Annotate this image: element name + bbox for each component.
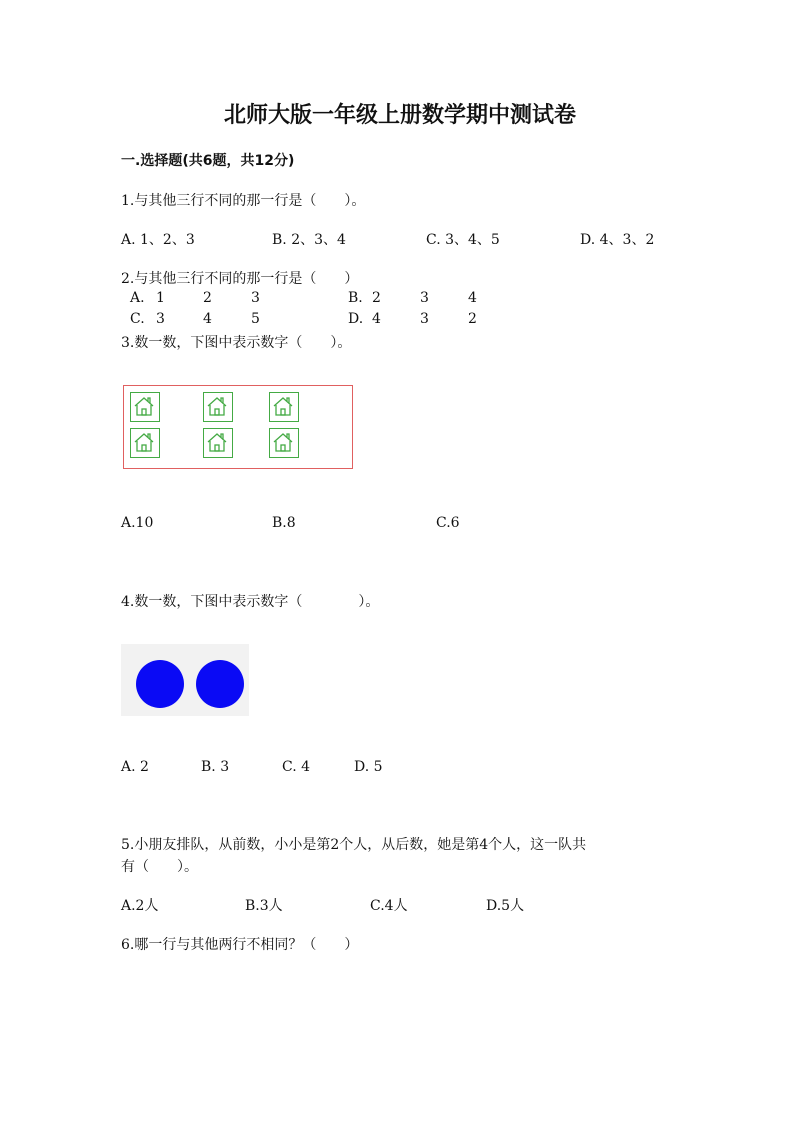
question-2-option-c-value-2: 4 (203, 311, 212, 327)
question-5-option-b: B.3人 (245, 898, 283, 914)
question-4-text: 4.数一数，下图中表示数字（ ）。 (121, 594, 380, 610)
question-2-option-d-value-3: 2 (468, 311, 477, 327)
question-3-option-b: B.8 (272, 515, 296, 531)
question-2-option-a-label: A. (130, 290, 145, 306)
house-icon (269, 392, 299, 422)
house-icon (203, 428, 233, 458)
question-2-option-d-label: D. (348, 311, 364, 327)
question-2-option-b-value-3: 4 (468, 290, 477, 306)
question-2-option-a-value-3: 3 (251, 290, 260, 306)
question-2-option-a-value-2: 2 (203, 290, 212, 306)
question-2-option-c-label: C. (130, 311, 145, 327)
question-4-option-c: C. 4 (282, 759, 311, 775)
question-2-option-c-value-1: 3 (156, 311, 165, 327)
question-1-option-b: B. 2、3、4 (272, 232, 346, 248)
question-2-option-b-value-1: 2 (372, 290, 381, 306)
question-2-text: 2.与其他三行不同的那一行是（ ） (121, 271, 359, 287)
question-3-text: 3.数一数，下图中表示数字（ ）。 (121, 335, 352, 351)
question-5-option-a: A.2人 (121, 898, 159, 914)
question-2-option-d-value-1: 4 (372, 311, 381, 327)
question-4-option-a: A. 2 (121, 759, 149, 775)
house-figure-frame (123, 385, 353, 469)
question-1-text: 1.与其他三行不同的那一行是（ ）。 (121, 193, 366, 209)
blue-circle (196, 660, 244, 708)
house-icon (269, 428, 299, 458)
question-1-option-a: A. 1、2、3 (121, 232, 195, 248)
question-2-option-b-label: B. (348, 290, 363, 306)
question-2-option-b-value-2: 3 (420, 290, 429, 306)
question-3-option-c: C.6 (436, 515, 460, 531)
question-5-option-c: C.4人 (370, 898, 408, 914)
question-5-text-line-1: 5.小朋友排队，从前数，小小是第2个人，从后数，她是第4个人，这一队共 (121, 837, 587, 853)
section-heading: 一.选择题(共6题，共12分) (121, 153, 295, 169)
circle-figure (121, 644, 249, 716)
question-2-option-c-value-3: 5 (251, 311, 260, 327)
question-5-text-line-2: 有（ ）。 (121, 859, 198, 875)
house-icon (130, 392, 160, 422)
house-icon (203, 392, 233, 422)
question-4-option-d: D. 5 (354, 759, 383, 775)
question-4-option-b: B. 3 (201, 759, 230, 775)
house-icon (130, 428, 160, 458)
page-title: 北师大版一年级上册数学期中测试卷 (223, 103, 576, 128)
blue-circle (136, 660, 184, 708)
question-6-text: 6.哪一行与其他两行不相同？（ ） (121, 937, 359, 953)
question-1-option-c: C. 3、4、5 (426, 232, 500, 248)
question-2-option-d-value-2: 3 (420, 311, 429, 327)
question-3-option-a: A.10 (121, 515, 154, 531)
question-1-option-d: D. 4、3、2 (580, 232, 655, 248)
question-2-option-a-value-1: 1 (156, 290, 165, 306)
question-5-option-d: D.5人 (486, 898, 525, 914)
